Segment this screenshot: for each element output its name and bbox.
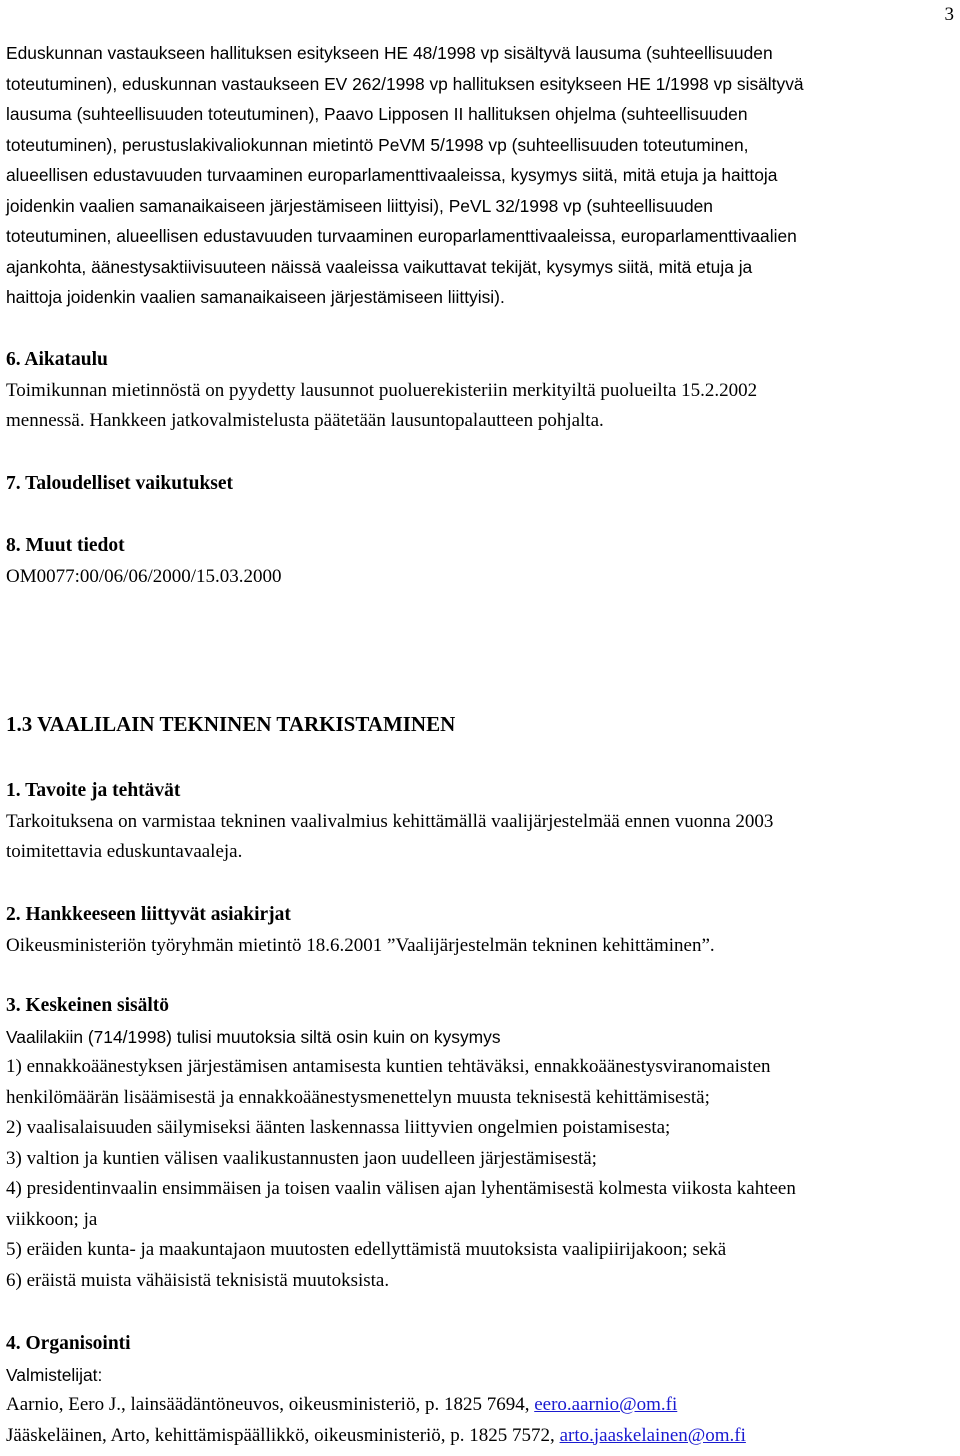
intro-line: toteutuminen, alueellisen edustavuuden turvaaminen europarlamenttivaaleissa, europarlamenttivaalien xyxy=(6,226,797,246)
section-content xyxy=(6,991,956,1296)
section-goal xyxy=(6,776,956,868)
section-line: Tarkoituksena on varmistaa tekninen vaalivalmius kehittämällä vaalijärjestelmää ennen vuonna 2003 xyxy=(6,810,774,832)
list-item: 6) eräistä muista vähäisistä teknisistä muutoksista. xyxy=(6,1269,390,1291)
intro-line: joidenkin vaalien samanaikaiseen järjestämiseen liittyisi), PeVL 32/1998 vp (suhteellisuuden xyxy=(6,195,713,216)
list-item: 2) vaalisalaisuuden säilymiseksi äänten laskennassa liittyvien ongelmien poistamisesta; xyxy=(6,1117,671,1138)
section-heading: 6. Aikataulu xyxy=(6,349,108,370)
section-other-info xyxy=(6,531,956,592)
list-item: 5) eräiden kunta- ja maakuntajaon muutosten edellyttämistä muutoksista vaalipiirijakoon; sekä xyxy=(6,1239,727,1260)
section-financial-effects xyxy=(6,469,956,500)
list-item: viikkoon; ja xyxy=(6,1208,98,1230)
preparers-label: Valmistelijat: xyxy=(6,1364,103,1385)
section-organisation xyxy=(6,1329,956,1451)
list-item: 3) valtion ja kuntien välisen vaalikustannusten jaon uudelleen järjestämisestä; xyxy=(6,1147,597,1169)
contact-line xyxy=(6,1390,956,1421)
list-item: henkilömäärän lisäämisestä ja ennakkoäänestysmenettelyn muusta teknisestä kehittämisestä; xyxy=(6,1086,710,1108)
list-item: 4) presidentinvaalin ensimmäisen ja toisen vaalin välisen ajan lyhentämisestä kolmesta viikosta kahteen xyxy=(6,1178,796,1199)
intro-line: alueellisen edustavuuden turvaaminen europarlamenttivaaleissa, kysymys siitä, mitä etuja ja haittoja xyxy=(6,165,778,185)
project-title: 1.3 VAALILAIN TEKNINEN TARKISTAMINEN xyxy=(6,712,456,736)
intro-line: ajankohta, äänestysaktiivisuuteen näissä vaaleissa vaikuttavat tekijät, kysymys siitä, mitä etuja ja xyxy=(6,256,753,277)
section-heading: 1. Tavoite ja tehtävät xyxy=(6,780,181,801)
section-line: Vaalilakiin (714/1998) tulisi muutoksia siltä osin kuin on kysymys xyxy=(6,1026,501,1047)
intro-line: Eduskunnan vastaukseen hallituksen esitykseen HE 48/1998 vp sisältyvä lausuma (suhteellisuuden xyxy=(6,43,773,63)
intro-line: toteutuminen), perustuslakivaliokunnan mietintö PeVM 5/1998 vp (suhteellisuuden toteutuminen, xyxy=(6,134,749,155)
intro-paragraph xyxy=(6,38,956,313)
section-heading: 8. Muut tiedot xyxy=(6,535,125,556)
reference-code: OM0077:00/06/06/2000/15.03.2000 xyxy=(6,565,282,587)
list-item: 1) ennakkoäänestyksen järjestämisen antamisesta kuntien tehtäväksi, ennakkoäänestysviranomaisten xyxy=(6,1056,771,1077)
section-heading: 2. Hankkeeseen liittyvät asiakirjat xyxy=(6,904,291,925)
section-heading: 7. Taloudelliset vaikutukset xyxy=(6,473,234,494)
section-line: Toimikunnan mietinnöstä on pyydetty lausunnot puoluerekisteriin merkityiltä puolueilta 15.2.2002 xyxy=(6,379,758,401)
section-schedule xyxy=(6,345,956,437)
email-link[interactable]: arto.jaaskelainen@om.fi xyxy=(559,1424,746,1446)
page-number: 3 xyxy=(944,4,954,25)
section-line: mennessä. Hankkeen jatkovalmistelusta päätetään lausuntopalautteen pohjalta. xyxy=(6,410,604,431)
section-line: toimitettavia eduskuntavaaleja. xyxy=(6,841,243,862)
intro-line: haittoja joidenkin vaalien samanaikaiseen järjestämiseen liittyisi). xyxy=(6,287,505,307)
contact-text: Jääskeläinen, Arto, kehittämispäällikkö, oikeusministeriö, p. 1825 7572, xyxy=(6,1424,560,1446)
section-heading: 4. Organisointi xyxy=(6,1333,131,1354)
intro-line: lausuma (suhteellisuuden toteutuminen), Paavo Lipposen II hallituksen ohjelma (suhteellisuuden xyxy=(6,104,748,124)
section-documents xyxy=(6,900,956,961)
intro-line: toteutuminen), eduskunnan vastaukseen EV 262/1998 vp hallituksen esitykseen HE 1/1998 vp sisältyvä xyxy=(6,73,804,94)
email-link[interactable]: eero.aarnio@om.fi xyxy=(534,1394,678,1415)
section-line: Oikeusministeriön työryhmän mietintö 18.6.2001 ”Vaalijärjestelmän tekninen kehittäminen”. xyxy=(6,934,715,956)
project-title-block xyxy=(6,709,956,739)
contact-text: Aarnio, Eero J., lainsäädäntöneuvos, oikeusministeriö, p. 1825 7694, xyxy=(6,1394,535,1415)
contact-line xyxy=(6,1421,956,1452)
section-heading: 3. Keskeinen sisältö xyxy=(6,995,170,1016)
